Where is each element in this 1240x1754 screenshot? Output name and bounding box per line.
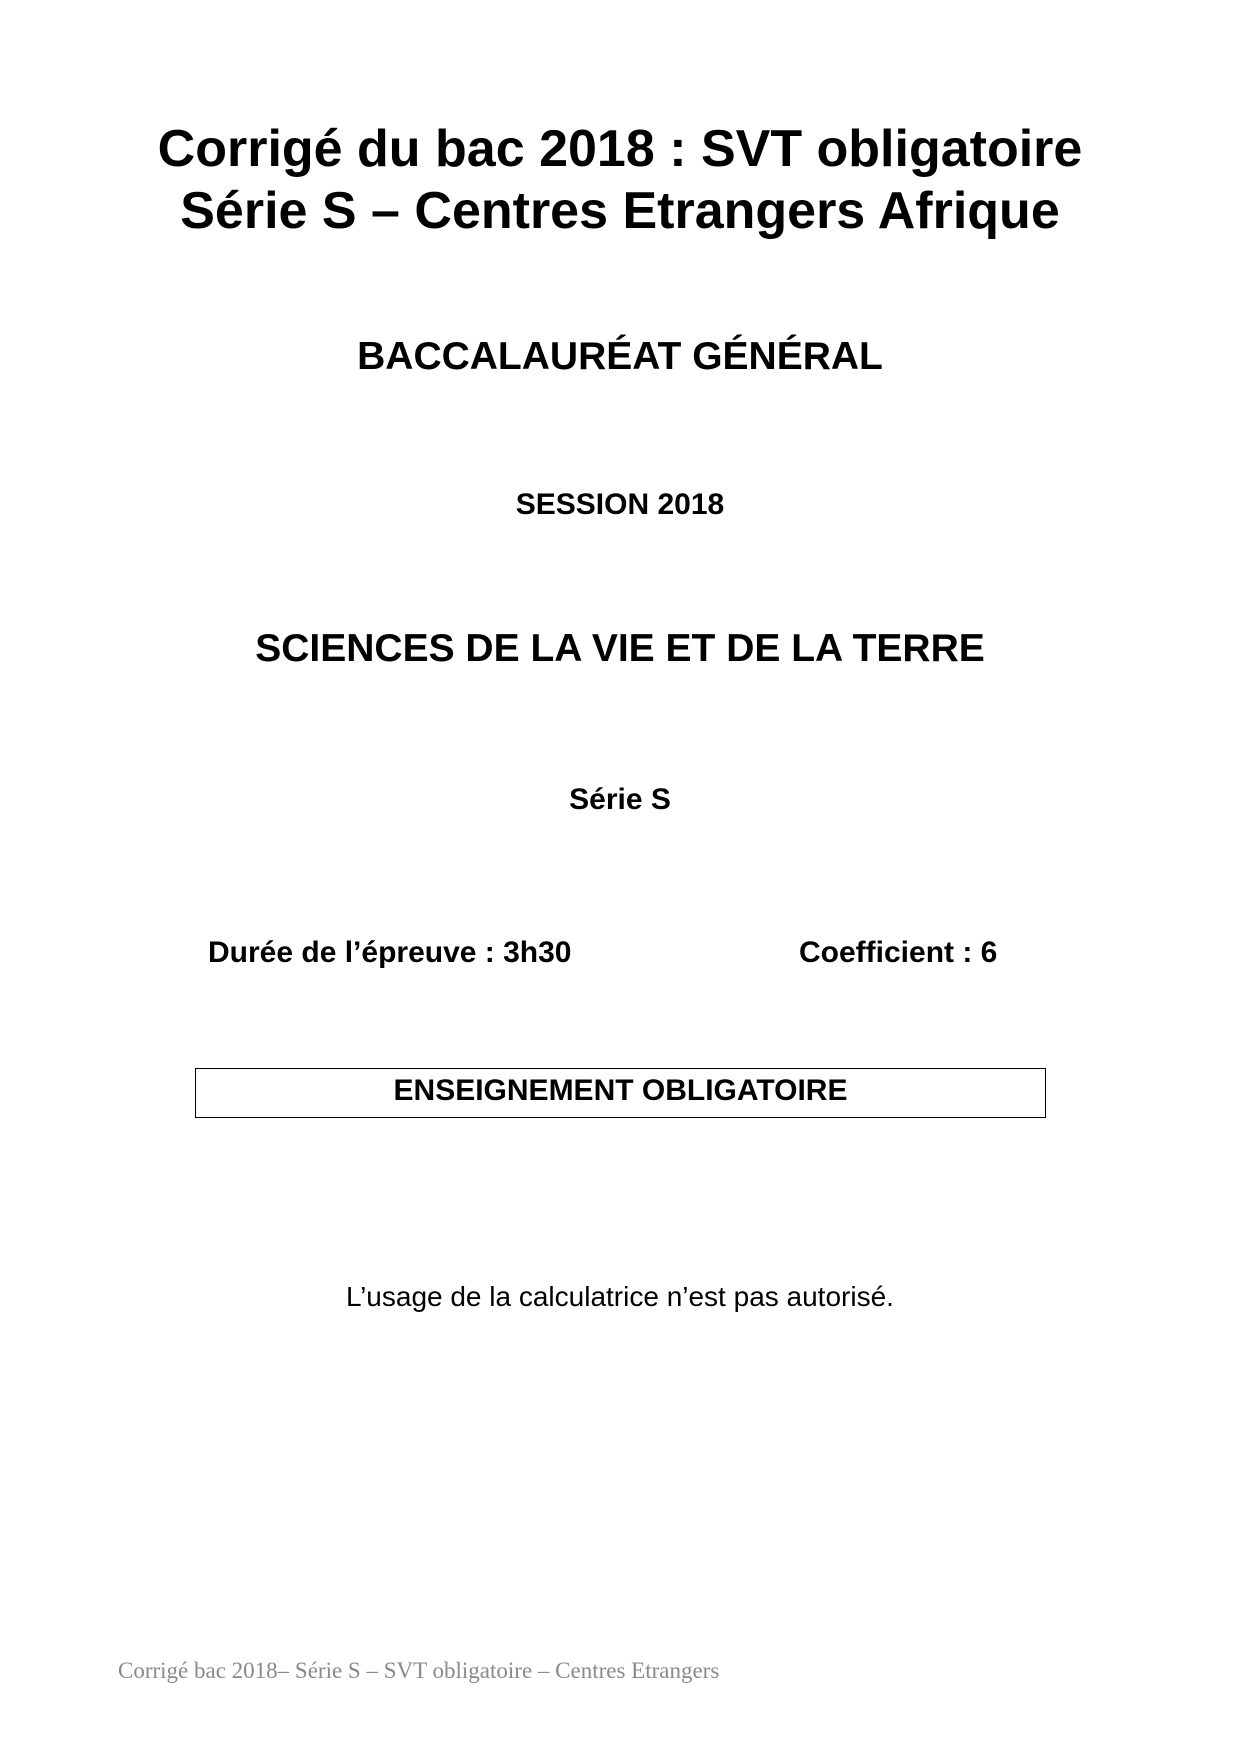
serie-label: Série S <box>569 783 671 816</box>
session-heading: SESSION 2018 <box>515 488 725 521</box>
duration-label: Durée de l’épreuve : 3h30 <box>208 936 572 969</box>
document-title <box>0 118 1240 242</box>
calculator-notice: L’usage de la calculatrice n’est pas autorisé. <box>346 1281 894 1312</box>
page-footer: Corrigé bac 2018– Série S – SVT obligatoire – Centres Etrangers <box>118 1658 720 1683</box>
teaching-box: ENSEIGNEMENT OBLIGATOIRE <box>195 1068 1046 1118</box>
title-line-2: Série S – Centres Etrangers Afrique <box>180 182 1060 240</box>
coefficient-label: Coefficient : 6 <box>799 936 998 969</box>
title-line-1: Corrigé du bac 2018 : SVT obligatoire <box>157 120 1083 178</box>
diploma-heading: BACCALAURÉAT GÉNÉRAL <box>357 335 883 378</box>
subject-heading: SCIENCES DE LA VIE ET DE LA TERRE <box>255 627 985 670</box>
